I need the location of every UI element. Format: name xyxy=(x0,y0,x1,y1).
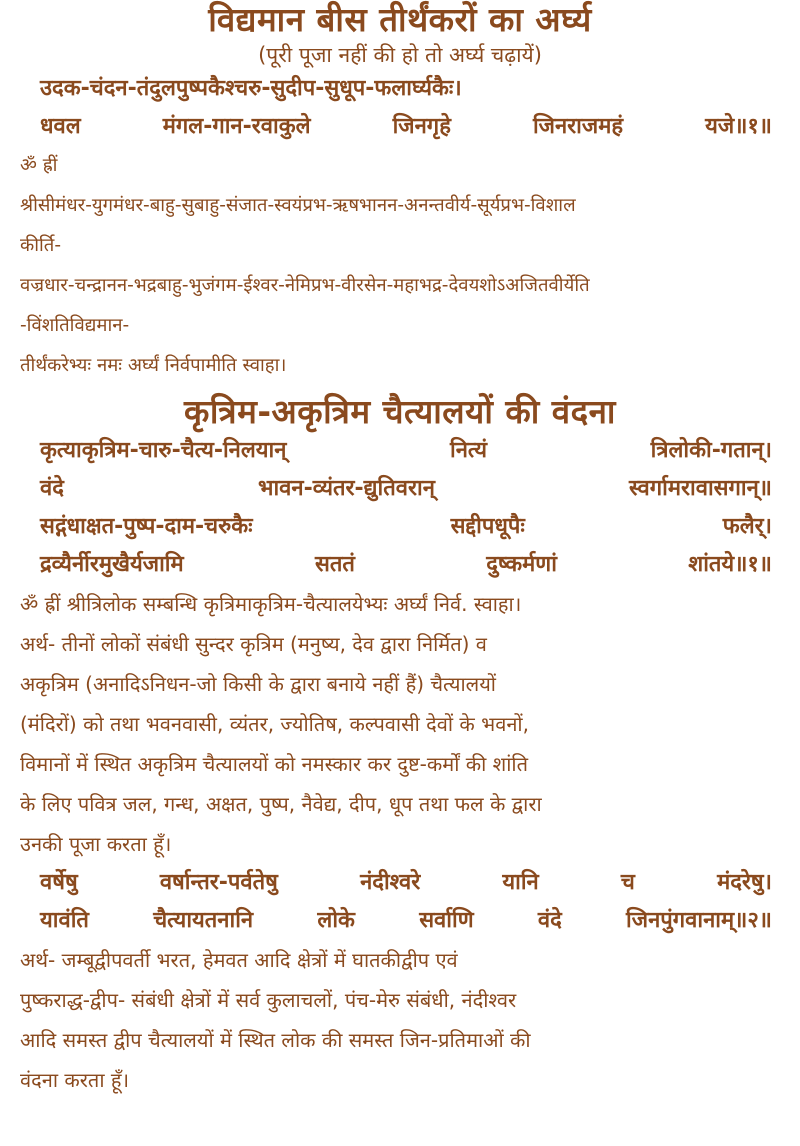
verse-word: नित्यं xyxy=(450,438,488,463)
section2-meaning-1 xyxy=(0,624,800,864)
verse-word: यजे॥१॥ xyxy=(705,114,772,139)
meaning-line: पुष्कराद्ध-द्वीप- संबंधी क्षेत्रों में सर्व कुलाचलों, पंच-मेरु संबंधी, नंदीश्वर xyxy=(20,988,517,1012)
verse-word: धवल xyxy=(40,114,81,139)
verse-word: सद्गंधाक्षत-पुष्प-दाम-चरुकैः xyxy=(40,514,253,539)
mantra-line: श्रीसीमंधर-युगमंधर-बाहु-सुबाहु-संजात-स्वयंप्रभ-ऋषभानन-अनन्तवीर्य-सूर्यप्रभ-विशाल xyxy=(20,195,576,216)
meaning-line: अकृत्रिम (अनादिऽनिधन-जो किसी के द्वारा बनाये नहीं हैं) चैत्यालयों xyxy=(20,672,496,696)
section2-meaning-2 xyxy=(0,940,800,1100)
verse-word: यावंति xyxy=(40,908,89,933)
section2-verse-2 xyxy=(0,864,800,940)
verse-word: सद्दीपधूपैः xyxy=(450,514,525,539)
meaning-line: के लिए पवित्र जल, गन्ध, अक्षत, पुष्प, नैवेद्य, दीप, धूप तथा फल के द्वारा xyxy=(20,792,542,816)
verse-word: जिनराजमहं xyxy=(532,114,624,139)
meaning-line: अर्थ- तीनों लोकों संबंधी सुन्दर कृत्रिम (मनुष्य, देव द्वारा निर्मित) व xyxy=(20,632,487,656)
verse-word: जिनगृहे xyxy=(392,114,451,139)
verse-word: द्रव्यैर्नीरमुखैर्यजामि xyxy=(40,552,184,577)
verse-word: कृत्याकृत्रिम-चारु-चैत्य-निलयान् xyxy=(40,438,287,463)
section2-verse-1 xyxy=(0,432,800,584)
verse-word: मंदरेषु। xyxy=(717,870,772,895)
verse-word: दुष्कर्मणां xyxy=(486,552,557,577)
meaning-line: वंदना करता हूँ। xyxy=(20,1068,130,1092)
mantra-line: -विंशतिविद्यमान- xyxy=(20,315,130,336)
verse-word: वर्षान्तर-पर्वतेषु xyxy=(159,870,278,895)
verse-word: स्वर्गामरावासगान्॥ xyxy=(628,476,772,501)
section1-mantra xyxy=(0,146,800,386)
mantra-line: वज्रधार-चन्द्रानन-भद्रबाहु-भुजंगम-ईश्वर-नेमिप्रभ-वीरसेन-महाभद्र-देवयशोऽअजितवीर्येति xyxy=(20,275,590,296)
verse-word: चैत्यायतनानि xyxy=(153,908,254,933)
mantra-line: ॐ ह्रीं xyxy=(20,155,58,176)
section1-verse-line-2 xyxy=(40,108,772,146)
meaning-line: आदि समस्त द्वीप चैत्यालयों में स्थित लोक की समस्त जिन-प्रतिमाओं की xyxy=(20,1028,531,1052)
section2-title: कृत्रिम-अकृत्रिम चैत्यालयों की वंदना xyxy=(184,392,616,431)
verse-word: वर्षेषु xyxy=(40,870,78,895)
verse-line xyxy=(40,864,772,902)
verse-word: सततं xyxy=(314,552,355,577)
meaning-line: विमानों में स्थित अकृत्रिम चैत्यालयों को नमस्कार कर दुष्ट-कर्मों की शांति xyxy=(20,752,528,776)
verse-line xyxy=(40,902,772,940)
verse-word: भावन-व्यंतर-द्युतिवरान् xyxy=(257,476,435,501)
verse-word: लोके xyxy=(317,908,355,933)
verse-word: च xyxy=(620,870,635,895)
verse-word: त्रिलोकी-गतान्। xyxy=(650,438,772,463)
verse-word: जिनपुंगवानाम्॥२॥ xyxy=(626,908,772,933)
verse-word: वंदे xyxy=(537,908,562,933)
verse-word: यानि xyxy=(502,870,539,895)
meaning-line: अर्थ- जम्बूद्वीपवर्ती भरत, हेमवत आदि क्षेत्रों में घातकीद्वीप एवं xyxy=(20,948,458,972)
verse-word: फलैर्। xyxy=(722,514,772,539)
meaning-line: उनकी पूजा करता हूँ। xyxy=(20,832,172,856)
mantra-line: कीर्ति- xyxy=(20,235,62,256)
verse-word: मंगल-गान-रवाकुले xyxy=(162,114,311,139)
verse-line xyxy=(40,546,772,584)
verse-line xyxy=(40,432,772,470)
section1-title: विद्यमान बीस तीर्थंकरों का अर्घ्य xyxy=(208,0,592,39)
section2-mantra: ॐ ह्रीं श्रीत्रिलोक सम्बन्धि कृत्रिमाकृत्रिम-चैत्यालयेभ्यः अर्घ्यं निर्व. स्वाहा। xyxy=(20,592,522,616)
section1-verse-line-1 xyxy=(40,70,772,108)
verse-text: उदक-चंदन-तंदुलपुष्पकैश्चरु-सुदीप-सुधूप-फलार्घ्यकैः। xyxy=(40,76,462,101)
verse-word: शांतये॥१॥ xyxy=(688,552,772,577)
mantra-line: तीर्थंकरेभ्यः नमः अर्घ्यं निर्वपामीति स्वाहा। xyxy=(20,355,287,376)
verse-word: वंदे xyxy=(40,476,64,501)
verse-word: नंदीश्वरे xyxy=(360,870,421,895)
verse-line xyxy=(40,470,772,508)
meaning-line: (मंदिरों) को तथा भवनवासी, व्यंतर, ज्योतिष, कल्पवासी देवों के भवनों, xyxy=(20,712,529,736)
section1-subtitle: (पूरी पूजा नहीं की हो तो अर्घ्य चढ़ायें) xyxy=(258,43,542,67)
verse-word: सर्वाणि xyxy=(419,908,474,933)
verse-line xyxy=(40,508,772,546)
